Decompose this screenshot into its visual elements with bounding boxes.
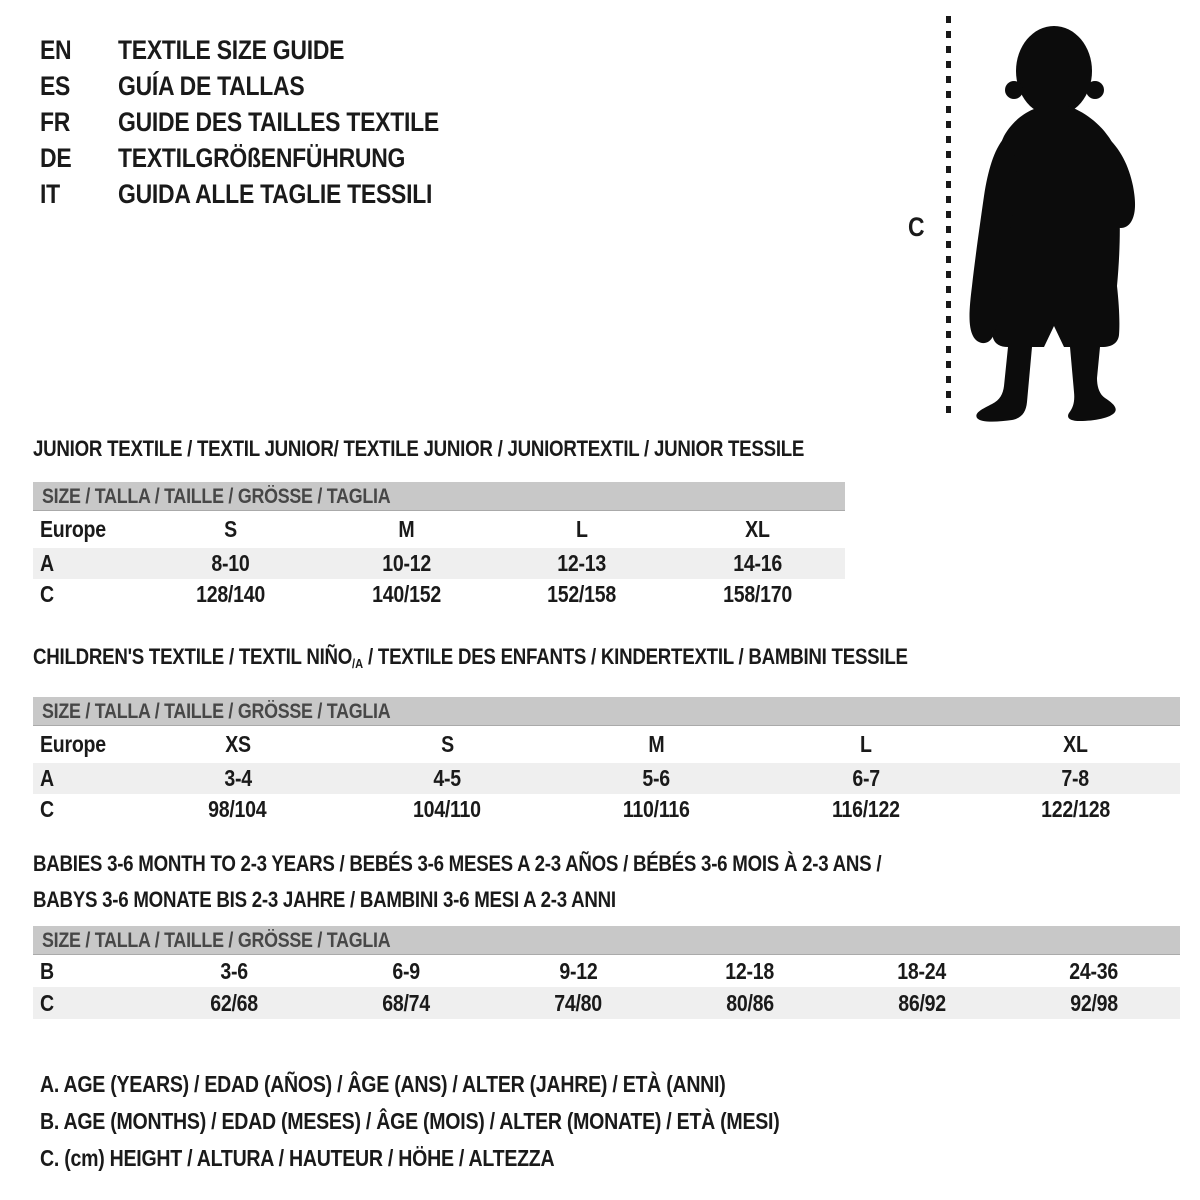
value-cell: 62/68 xyxy=(210,989,258,1016)
size-header-label: SIZE / TALLA / TAILLE / GRÖSSE / TAGLIA xyxy=(42,699,391,723)
height-measure-label: C xyxy=(908,212,925,242)
value-cell: 18-24 xyxy=(897,957,947,984)
value-cell: 7-8 xyxy=(1061,765,1090,791)
lang-code: FR xyxy=(40,106,71,137)
age-years-row xyxy=(33,548,845,579)
lang-row-es xyxy=(40,68,496,104)
height-dashed-line xyxy=(946,16,951,418)
value-cell: 3-6 xyxy=(220,957,248,984)
height-cm-row xyxy=(33,987,1180,1019)
row-label: C xyxy=(40,989,54,1016)
value-cell: 98/104 xyxy=(208,796,267,822)
value-cell: 12-18 xyxy=(725,957,775,984)
children-textile-table xyxy=(33,644,1180,825)
height-cm-row xyxy=(33,579,845,610)
legend-age-years: A. AGE (YEARS) / EDAD (AÑOS) / ÂGE (ANS) / ALTER (JAHRE) / ETÀ (ANNI) xyxy=(40,1071,726,1097)
legend-height-cm: C. (cm) HEIGHT / ALTURA / HAUTEUR / HÖHE / ALTEZZA xyxy=(40,1145,555,1171)
lang-code: DE xyxy=(40,142,72,173)
size-cell: S xyxy=(440,731,454,757)
value-cell: 68/74 xyxy=(382,989,430,1016)
table-title xyxy=(33,846,1180,918)
value-cell: 3-4 xyxy=(223,765,252,791)
size-cell: M xyxy=(648,731,665,757)
lang-row-en xyxy=(40,32,496,68)
nino-a-subscript: /A xyxy=(352,656,364,671)
lang-row-de xyxy=(40,140,496,176)
row-label: Europe xyxy=(40,516,106,542)
lang-code: ES xyxy=(40,70,71,101)
value-cell: 9-12 xyxy=(558,957,598,984)
size-cell: L xyxy=(575,516,588,542)
value-cell: 86/92 xyxy=(898,989,946,1016)
size-cell: L xyxy=(860,731,872,757)
value-cell: 152/158 xyxy=(547,581,617,607)
legend-age-months: B. AGE (MONTHS) / EDAD (MESES) / ÂGE (MOIS) / ALTER (MONATE) / ETÀ (MESI) xyxy=(40,1108,780,1134)
size-header-label: SIZE / TALLA / TAILLE / GRÖSSE / TAGLIA xyxy=(42,484,391,508)
measurement-legend xyxy=(40,1066,910,1177)
size-header-bar xyxy=(33,926,1180,955)
babies-textile-table xyxy=(33,846,1180,1019)
row-label: Europe xyxy=(40,731,106,757)
row-label: C xyxy=(40,796,54,822)
value-cell: 10-12 xyxy=(381,550,431,576)
size-header-label: SIZE / TALLA / TAILLE / GRÖSSE / TAGLIA xyxy=(42,928,391,952)
value-cell: 122/128 xyxy=(1040,796,1110,822)
value-cell: 4-5 xyxy=(433,765,461,791)
value-cell: 104/110 xyxy=(413,796,482,822)
value-cell: 116/122 xyxy=(831,796,900,822)
guide-title: GUIDA ALLE TAGLIE TESSILI xyxy=(118,178,433,209)
value-cell: 14-16 xyxy=(732,550,782,576)
size-row xyxy=(33,511,845,548)
language-title-block xyxy=(40,32,496,212)
age-months-row xyxy=(33,955,1180,987)
size-cell: XL xyxy=(1063,731,1088,757)
value-cell: 140/152 xyxy=(371,581,441,607)
height-cm-row xyxy=(33,794,1180,825)
guide-title: GUÍA DE TALLAS xyxy=(118,70,305,101)
size-row xyxy=(33,726,1180,763)
value-cell: 80/86 xyxy=(726,989,774,1016)
table-title: JUNIOR TEXTILE / TEXTIL JUNIOR/ TEXTILE JUNIOR / JUNIORTEXTIL / JUNIOR TESSILE xyxy=(33,436,805,461)
babies-title-line1: BABIES 3-6 MONTH TO 2-3 YEARS / BEBÉS 3-6 MESES A 2-3 AÑOS / BÉBÉS 3-6 MOIS À 2-3 ANS / xyxy=(33,851,882,876)
value-cell: 5-6 xyxy=(642,765,671,791)
guide-title: GUIDE DES TAILLES TEXTILE xyxy=(118,106,439,137)
babies-title-line2: BABYS 3-6 MONATE BIS 2-3 JAHRE / BAMBINI 3-6 MESI A 2-3 ANNI xyxy=(33,887,616,912)
row-label: B xyxy=(40,957,54,984)
value-cell: 12-13 xyxy=(557,550,607,576)
size-cell: M xyxy=(398,516,415,542)
size-header-bar xyxy=(33,482,845,511)
row-label: C xyxy=(40,581,54,607)
value-cell: 128/140 xyxy=(196,581,266,607)
size-header-bar xyxy=(33,697,1180,726)
value-cell: 6-7 xyxy=(852,765,880,791)
value-cell: 110/116 xyxy=(623,796,690,822)
guide-title: TEXTILGRÖßENFÜHRUNG xyxy=(118,142,406,173)
value-cell: 24-36 xyxy=(1069,957,1119,984)
row-label: A xyxy=(40,765,54,791)
lang-code: EN xyxy=(40,34,72,65)
lang-row-fr xyxy=(40,104,496,140)
value-cell: 92/98 xyxy=(1070,989,1118,1016)
lang-code: IT xyxy=(40,178,60,209)
value-cell: 6-9 xyxy=(392,957,420,984)
row-label: A xyxy=(40,550,54,576)
size-cell: XS xyxy=(224,731,251,757)
size-cell: S xyxy=(224,516,238,542)
table-title: CHILDREN'S TEXTILE / TEXTIL $NIÑO_{/A}$ / TEXTILE DES ENFANTS / KINDERTEXTIL / BAMBINI TESSILE xyxy=(33,644,908,671)
junior-textile-table xyxy=(33,436,845,610)
size-cell: XL xyxy=(745,516,770,542)
guide-title: TEXTILE SIZE GUIDE xyxy=(118,34,345,65)
value-cell: 158/170 xyxy=(722,581,792,607)
age-years-row xyxy=(33,763,1180,794)
toddler-silhouette xyxy=(962,14,1146,422)
value-cell: 74/80 xyxy=(554,989,602,1016)
lang-row-it xyxy=(40,176,496,212)
value-cell: 8-10 xyxy=(211,550,250,576)
